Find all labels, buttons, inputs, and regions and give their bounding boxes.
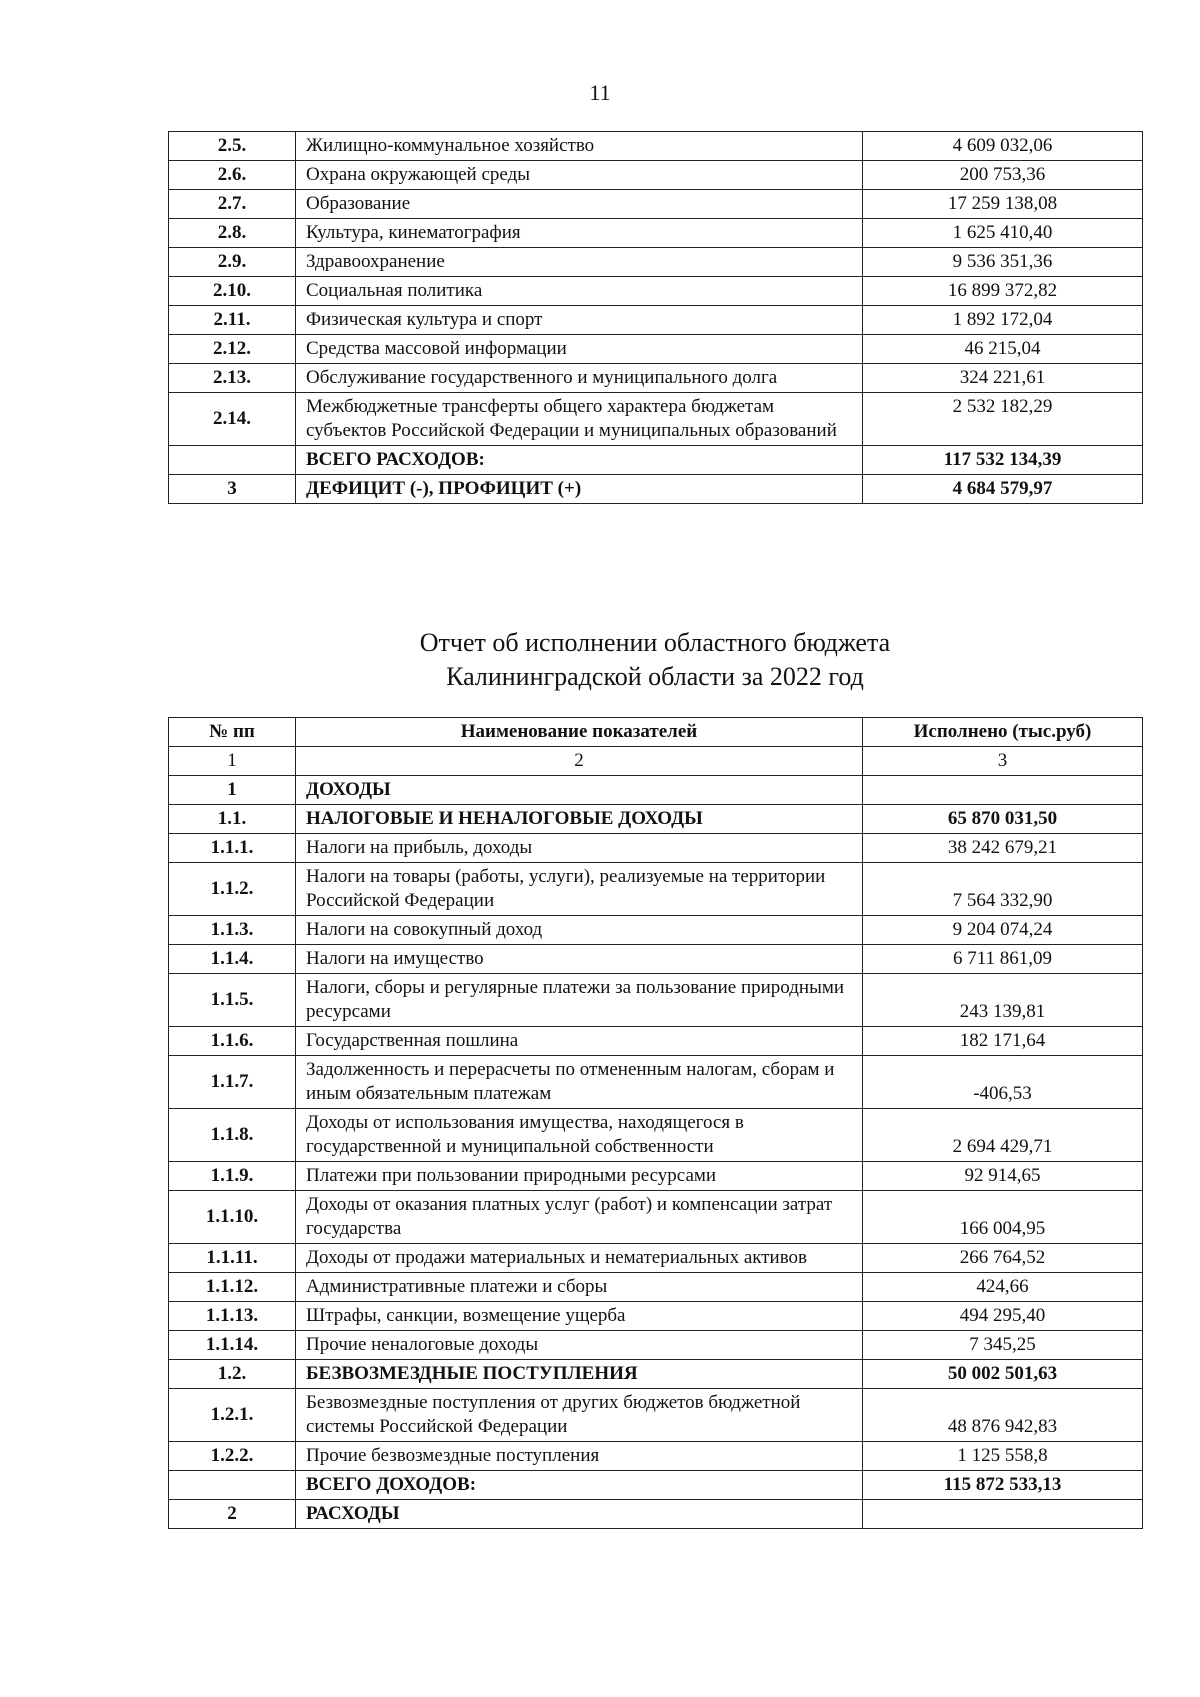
row-number: 2.8.	[169, 219, 296, 248]
row-number: 2.7.	[169, 190, 296, 219]
table-row	[169, 1389, 1143, 1442]
row-number: 2.11.	[169, 306, 296, 335]
row-indicator-name: Средства массовой информации	[296, 335, 863, 364]
row-number: 2.5.	[169, 132, 296, 161]
row-number: 1.1.6.	[169, 1027, 296, 1056]
row-number: 1.1.7.	[169, 1056, 296, 1109]
row-value: 1 892 172,04	[863, 306, 1143, 335]
row-indicator-name: Физическая культура и спорт	[296, 306, 863, 335]
row-number: 3	[169, 475, 296, 504]
header-indicator-name: Наименование показателей	[296, 718, 863, 747]
row-number: 2.12.	[169, 335, 296, 364]
table-row	[169, 1302, 1143, 1331]
row-number: 2.9.	[169, 248, 296, 277]
row-value: 4 684 579,97	[863, 475, 1143, 504]
row-value: -406,53	[863, 1056, 1143, 1109]
table-row	[169, 190, 1143, 219]
row-indicator-name: Здравоохранение	[296, 248, 863, 277]
row-value: 4 609 032,06	[863, 132, 1143, 161]
row-value: 1 625 410,40	[863, 219, 1143, 248]
row-value: 92 914,65	[863, 1162, 1143, 1191]
row-indicator-name: Платежи при пользовании природными ресурсами	[296, 1162, 863, 1191]
table-row	[169, 248, 1143, 277]
row-indicator-name: Налоги на имущество	[296, 945, 863, 974]
row-indicator-name: Налоги, сборы и регулярные платежи за пользование природными ресурсами	[296, 974, 863, 1027]
row-value: 324 221,61	[863, 364, 1143, 393]
row-indicator-name: Задолженность и перерасчеты по отмененным налогам, сборам и иным обязательным платежам	[296, 1056, 863, 1109]
section-heading-line-1: Отчет об исполнении областного бюджета	[419, 628, 891, 657]
row-value: 117 532 134,39	[863, 446, 1143, 475]
row-value: 2 532 182,29	[863, 393, 1143, 446]
row-number: 1.1.14.	[169, 1331, 296, 1360]
row-value: 1 125 558,8	[863, 1442, 1143, 1471]
row-indicator-name: Налоги на совокупный доход	[296, 916, 863, 945]
row-number: 1.1.10.	[169, 1191, 296, 1244]
table-row	[169, 219, 1143, 248]
row-number: 1.1.5.	[169, 974, 296, 1027]
row-number: 2.10.	[169, 277, 296, 306]
row-number: 2	[169, 1500, 296, 1529]
row-number: 1.1.8.	[169, 1109, 296, 1162]
row-number	[169, 1471, 296, 1500]
row-number: 1.1.11.	[169, 1244, 296, 1273]
table-row	[169, 945, 1143, 974]
header-number: № пп	[169, 718, 296, 747]
table-row	[169, 1442, 1143, 1471]
row-indicator-name: Межбюджетные трансферты общего характера бюджетам субъектов Российской Федерации и муниципальных образований	[296, 393, 863, 446]
expenses-table-continuation	[168, 131, 1143, 504]
row-number: 2.13.	[169, 364, 296, 393]
table-row	[169, 916, 1143, 945]
row-number	[169, 446, 296, 475]
section-heading-line-2: Калининградской области за 2022 год	[446, 662, 864, 691]
row-indicator-name: Государственная пошлина	[296, 1027, 863, 1056]
row-value: 200 753,36	[863, 161, 1143, 190]
row-indicator-name: Штрафы, санкции, возмещение ущерба	[296, 1302, 863, 1331]
row-indicator-name: Административные платежи и сборы	[296, 1273, 863, 1302]
row-value: 46 215,04	[863, 335, 1143, 364]
row-value	[863, 776, 1143, 805]
row-number: 1.1.3.	[169, 916, 296, 945]
table-row	[169, 834, 1143, 863]
table-row	[169, 364, 1143, 393]
row-number: 1	[169, 776, 296, 805]
row-number: 2.6.	[169, 161, 296, 190]
table-row	[169, 475, 1143, 504]
row-number: 1.1.2.	[169, 863, 296, 916]
table-row	[169, 1360, 1143, 1389]
row-indicator-name: ДОХОДЫ	[296, 776, 863, 805]
table-row	[169, 277, 1143, 306]
table-row	[169, 1027, 1143, 1056]
row-value: 48 876 942,83	[863, 1389, 1143, 1442]
column-number-1: 1	[169, 747, 296, 776]
table-row	[169, 1273, 1143, 1302]
page-number: 11	[589, 80, 611, 105]
row-value: 166 004,95	[863, 1191, 1143, 1244]
row-value: 6 711 861,09	[863, 945, 1143, 974]
row-value: 115 872 533,13	[863, 1471, 1143, 1500]
row-number: 1.1.1.	[169, 834, 296, 863]
row-indicator-name: Доходы от продажи материальных и нематериальных активов	[296, 1244, 863, 1273]
row-indicator-name: Социальная политика	[296, 277, 863, 306]
row-value: 17 259 138,08	[863, 190, 1143, 219]
row-number: 1.1.	[169, 805, 296, 834]
table-row	[169, 393, 1143, 446]
table-row	[169, 161, 1143, 190]
row-indicator-name: Охрана окружающей среды	[296, 161, 863, 190]
row-value: 243 139,81	[863, 974, 1143, 1027]
section-heading	[0, 626, 1200, 694]
table-row	[169, 805, 1143, 834]
row-number: 1.1.12.	[169, 1273, 296, 1302]
row-value: 16 899 372,82	[863, 277, 1143, 306]
row-value: 9 204 074,24	[863, 916, 1143, 945]
table-row	[169, 306, 1143, 335]
row-indicator-name: Образование	[296, 190, 863, 219]
row-number: 1.1.13.	[169, 1302, 296, 1331]
row-indicator-name: Прочие безвозмездные поступления	[296, 1442, 863, 1471]
row-value: 7 345,25	[863, 1331, 1143, 1360]
table-row	[169, 132, 1143, 161]
column-number-2: 2	[296, 747, 863, 776]
row-number: 1.2.1.	[169, 1389, 296, 1442]
row-indicator-name: Культура, кинематография	[296, 219, 863, 248]
row-value: 9 536 351,36	[863, 248, 1143, 277]
header-executed-amount: Исполнено (тыс.руб)	[863, 718, 1143, 747]
row-indicator-name: Жилищно-коммунальное хозяйство	[296, 132, 863, 161]
table-row	[169, 1331, 1143, 1360]
column-number-row	[169, 747, 1143, 776]
row-indicator-name: Налоги на товары (работы, услуги), реализуемые на территории Российской Федерации	[296, 863, 863, 916]
row-indicator-name: Доходы от оказания платных услуг (работ) и компенсации затрат государства	[296, 1191, 863, 1244]
table-row	[169, 1500, 1143, 1529]
row-indicator-name: ВСЕГО ДОХОДОВ:	[296, 1471, 863, 1500]
row-indicator-name: Обслуживание государственного и муниципального долга	[296, 364, 863, 393]
row-indicator-name: ДЕФИЦИТ (-), ПРОФИЦИТ (+)	[296, 475, 863, 504]
table-row	[169, 335, 1143, 364]
row-indicator-name: Прочие неналоговые доходы	[296, 1331, 863, 1360]
row-indicator-name: Налоги на прибыль, доходы	[296, 834, 863, 863]
row-value: 266 764,52	[863, 1244, 1143, 1273]
column-number-3: 3	[863, 747, 1143, 776]
row-value: 7 564 332,90	[863, 863, 1143, 916]
row-indicator-name: РАСХОДЫ	[296, 1500, 863, 1529]
row-value: 50 002 501,63	[863, 1360, 1143, 1389]
row-number: 1.1.4.	[169, 945, 296, 974]
row-number: 1.2.2.	[169, 1442, 296, 1471]
table-row	[169, 1056, 1143, 1109]
table-row	[169, 446, 1143, 475]
table-row	[169, 1191, 1143, 1244]
table-header-row	[169, 718, 1143, 747]
row-value: 38 242 679,21	[863, 834, 1143, 863]
row-value: 424,66	[863, 1273, 1143, 1302]
row-value: 494 295,40	[863, 1302, 1143, 1331]
table-row	[169, 974, 1143, 1027]
row-value	[863, 1500, 1143, 1529]
row-number: 2.14.	[169, 393, 296, 446]
table-row	[169, 863, 1143, 916]
row-number: 1.2.	[169, 1360, 296, 1389]
row-value: 2 694 429,71	[863, 1109, 1143, 1162]
row-indicator-name: БЕЗВОЗМЕЗДНЫЕ ПОСТУПЛЕНИЯ	[296, 1360, 863, 1389]
row-value: 65 870 031,50	[863, 805, 1143, 834]
row-indicator-name: Доходы от использования имущества, находящегося в государственной и муниципальной собственности	[296, 1109, 863, 1162]
table-row	[169, 1109, 1143, 1162]
row-indicator-name: Безвозмездные поступления от других бюджетов бюджетной системы Российской Федерации	[296, 1389, 863, 1442]
row-value: 182 171,64	[863, 1027, 1143, 1056]
table-row	[169, 1471, 1143, 1500]
row-indicator-name: ВСЕГО РАСХОДОВ:	[296, 446, 863, 475]
table-row	[169, 776, 1143, 805]
row-indicator-name: НАЛОГОВЫЕ И НЕНАЛОГОВЫЕ ДОХОДЫ	[296, 805, 863, 834]
table-row	[169, 1244, 1143, 1273]
row-number: 1.1.9.	[169, 1162, 296, 1191]
table-row	[169, 1162, 1143, 1191]
budget-report-table	[168, 717, 1143, 1529]
